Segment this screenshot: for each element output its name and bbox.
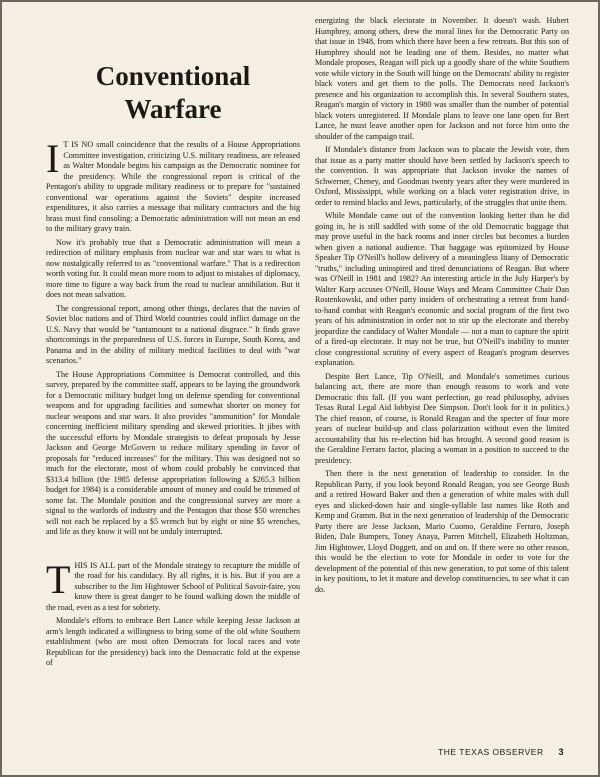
paragraph: The House Appropriations Committee is Democrat controlled, and this survey, prepared by the committee staff, appears to be laying the groundwork for a Democratic military budget long on defense spending for conventional weapons and for upgrading facilities and somewhat shorter on money for nuclear weapons and star wars. It also provides "ammunition" for Mondale concerning inefficient military spending and skewed priorities. It jibes with the successful efforts by Mondale strategists to defeat proposals by Jesse Jackson and George McGovern to reduce military spending in favor of proposals for "reduced increases" for the military. This was designed not so much for the electorate, most of whom could probably be convinced that $313.4 billion (the 1985 defense appropriation following a $265.3 billion budget for 1984) is a considerable amount of money and could be trimmed of some fat. The Mondale position and the congressional survey are more a signal to the warlords of industry and the Pentagon that those $50 wrenches will not each be replaced by a $5 wrench but by eight or nine $5 wrenches, and life as they know it will not be unduly interrupted.	[46, 369, 300, 536]
paragraph: Now it's probably true that a Democratic administration will mean a redirection of military emphasis from nuclear war and star wars to what is now nostalgically referred to as "conventional warfare." That is a redirection worth voting for. It could mean more room to adjust to mistakes of diplomacy, more time to figure a way back from the road to nuclear annihilation. But it does not mean salvation.	[46, 237, 300, 299]
paragraph: Then there is the next generation of leadership to consider. In the Republican Party, if you look beyond Ronald Reagan, you see George Bush and a retired Howard Baker and then a generation of white males with dull eyes and slicked-down hair and single-syllable last names like Roth and Kemp and Gramm. But in the next generation of leadership of the Democratic Party there are Jesse Jackson, Mario Cuomo, Geraldine Ferraro, Joseph Biden, Dale Bumpers, Toney Anaya, Parren Mitchell, Elizabeth Holtzman, Jim Hightower, Lloyd Doggett, and on and on. If there were no other reason, this would be the election to vote for Mondale in order to vote for the development of the potential of this new generation, to put some of this talent in key positions, to let it mature and develop constituencies, to see what it can do.	[315, 469, 569, 594]
paragraph: While Mondale came out of the convention looking better than he did going in, he is still saddled with some of the old Democratic baggage that may prove useful in the back rooms and inner circles but becomes a burden when given a national audience. That baggage was epitomized by House Speaker Tip O'Neill's hollow delivery of a meaningless litany of Democratic "truths," including uninspired and tired denunciations of Reagan. But where was O'Neill in 1981 and 1982? An interesting article in the July Harper's by Walter Karp accuses O'Neill, House Ways and Means Committee Chair Dan Rostenkowski, and other party insiders of orchestrating a retreat from hand-to-hand combat with Reagan's economic and social program of the first two years of his administration in order not to stir up the electorate and thereby jeopardize the candidacy of Walter Mondale — not a man to capture the spirit of a fired-up electorate. It may not be true, but O'Neill's inability to muster close congressional scrutiny of every aspect of Reagan's program deserves explanation.	[315, 211, 569, 367]
paragraph: Despite Bert Lance, Tip O'Neill, and Mondale's sometimes curious balancing act, there are more than enough reasons to work and vote Democratic this fall. (If you want perfection, go read philosophy, advises Texas Rural Legal Aid lobbyist Dee Simpson. Don't look for it in politics.) The chief reason, of course, is Ronald Reagan and the specter of four more years of nuclear build-up and class polarization without even the limited accountability that his re-election bid has brought. A second good reason is the Geraldine Ferraro factor, placing a woman in a position to succeed to the presidency.	[315, 371, 569, 465]
right-column	[315, 16, 569, 598]
headline-line-1: Conventional	[95, 61, 251, 91]
publication-name: THE TEXAS OBSERVER	[438, 747, 544, 757]
paragraph: THIS IS ALL part of the Mondale strategy to recapture the middle of the road for his candidacy. By all rights, it is his. But if you are a subscriber to the Jim Hightower School of Political Savoir-faire, you know there is great danger to be found walking down the middle of the road, even as a test for sobriety.	[46, 556, 300, 612]
paragraph: Mondale's efforts to embrace Bert Lance while keeping Jesse Jackson at arm's length indicated a willingness to bring some of the old white Southern establishment (who are most often Democrats for local races and vote Republican for the presidency) back into the Democratic fold at the expense of	[46, 616, 300, 667]
drop-cap: I	[46, 136, 60, 181]
paragraph: If Mondale's distance from Jackson was to placate the Jewish vote, then that issue as a party matter should have been settled by Jackson's speech to the convention. It was appropriate that Jackson invoke the names of Schwerner, Cheney, and Goodman twenty years after they were murdered in Oxford, Mississippi, while working on a black voter registration drive, in order to remind blacks and Jews, particularly, of the struggles that unite them.	[315, 145, 569, 207]
page-number: 3	[558, 747, 564, 757]
headline	[46, 60, 300, 126]
drop-cap: T	[46, 556, 71, 602]
paragraph: energizing the black electorate in November. It doesn't wash. Hubert Humphrey, among others, drew the moral lines for the Democratic Party on that issue in 1948, from which there have been a few retreats. But this son of Humphrey should not be leading one of them. Besides, no matter what Mondale proposes, Reagan will pick up a goodly share of the white Southern vote while victory in the South will hinge on the Democrats' ability to register black voters and get them to the polls. The Democrats need Jackson's presence and his organization to accomplish this. In several Southern states, Reagan's margin of victory in 1980 was smaller than the number of potential black voters unregistered. If Mondale plans to leave one lane open for Bert Lance, he must leave another open for Jackson and not force him onto the shoulder of the campaign trail.	[315, 16, 569, 141]
paragraph: I T IS NO small coincidence that the results of a House Appropriations Committee investigation, criticizing U.S. military readiness, are released as Walter Mondale begins his campaign as the Democratic nominee for the presidency. While the congressional report is critical of the Pentagon's ability to upgrade military readiness or to prepare for "sustained conventional war operations against the Soviets" despite increased expenditures, it also carries a message that military contractors and the big brass must find consoling: a Democratic administration will not mean an end to the military gravy train.	[46, 136, 300, 233]
left-column	[46, 16, 300, 672]
paragraph: The congressional report, among other things, declares that the navies of Soviet bloc nations and of Third World countries could inflict damage on the U.S. Navy that would be "tantamount to a national disgrace." It finds grave shortcomings in the preparedness of U.S. forces in Europe, South Korea, and Panama and in the ability of military medical facilities to deal with "war scenarios."	[46, 303, 300, 365]
section-break	[46, 541, 300, 561]
page-footer	[438, 747, 564, 757]
headline-line-2: Warfare	[124, 94, 222, 124]
